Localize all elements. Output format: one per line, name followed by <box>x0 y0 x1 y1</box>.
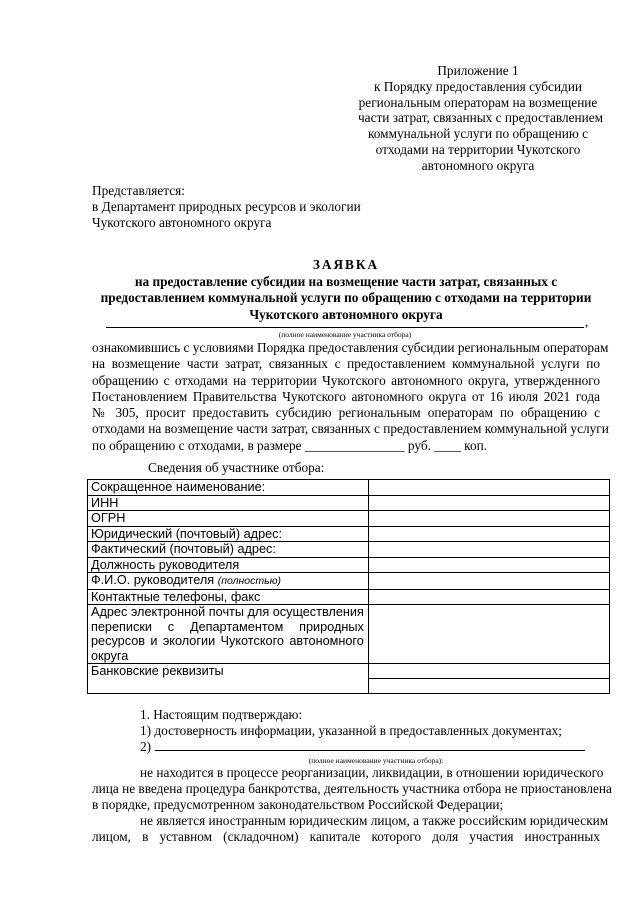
bank-value-line[interactable] <box>369 679 609 693</box>
bank-value-cell <box>368 664 609 694</box>
fio-note: (полностью) <box>217 575 282 587</box>
appendix-line: отходами на территории Чукотского <box>375 141 581 157</box>
appendix-line: части затрат, связанных с предоставлением <box>358 110 604 126</box>
row-label: Контактные телефоны, факс <box>88 589 369 605</box>
table-row <box>88 664 610 694</box>
row-value-cell[interactable] <box>368 511 609 527</box>
row-label: Юридический (почтовый) адрес: <box>88 526 369 542</box>
row-label-email <box>88 605 369 664</box>
applicant-name-caption: (полное наименование участника отбора) <box>278 330 412 339</box>
confirmation-section <box>92 707 612 846</box>
title-line: предоставлением коммунальной услуги по обращению с отходами на территории <box>100 290 592 305</box>
fio-label: Ф.И.О. руководителя <box>91 573 215 587</box>
comma: , <box>585 314 589 329</box>
title-line: Чукотского автономного округа <box>249 306 443 322</box>
participant-name-caption: (полное наименование участника отбора): <box>308 755 444 765</box>
row-value-cell[interactable] <box>368 526 609 542</box>
row-value-cell[interactable] <box>368 557 609 573</box>
appendix-line: автономного округа <box>421 157 535 173</box>
paragraph-line: Постановлением Правительства Чукотского автономного округа от 16 июля 2021 года <box>92 388 600 404</box>
table-row <box>88 495 610 511</box>
confirm-text-line: не находится в процессе реорганизации, ликвидации, в отношении юридического <box>140 764 604 780</box>
email-label-line: Адрес электронной почты для осуществления <box>91 605 364 619</box>
table-row <box>88 511 610 527</box>
participant-info-table <box>87 479 610 694</box>
addressee-block <box>92 183 392 231</box>
confirm-item: 1. Настоящим подтверждаю: <box>140 707 303 722</box>
appendix-line: коммунальной услуги по обращению с <box>367 126 588 142</box>
row-value-cell[interactable] <box>368 542 609 558</box>
confirm-text-line: не является иностранным юридическим лицом, а также российским юридическим <box>140 813 609 829</box>
row-label: Сокращенное наименование: <box>88 480 369 496</box>
item-2-number: 2) <box>140 739 152 755</box>
table-row <box>88 542 610 558</box>
paragraph-line: по обращению с отходами, в размере _______________ руб. ____ коп. <box>92 437 488 453</box>
confirm-item-2 <box>92 739 600 755</box>
addressee-line: Чукотского автономного округа <box>92 215 272 230</box>
row-label-fio <box>88 573 369 590</box>
application-paragraph <box>92 340 609 454</box>
appendix-line: региональным операторам на возмещение <box>358 94 598 110</box>
confirm-text-line: лицом, в уставном (складочном) капитале которого доля участия иностранных <box>92 829 600 845</box>
addressee-line: Представляется: <box>92 183 185 198</box>
participant-info-heading: Сведения об участнике отбора: <box>148 460 325 475</box>
row-label: Банковские реквизиты <box>88 664 369 694</box>
email-label-line: округа <box>91 648 129 663</box>
row-value-cell[interactable] <box>368 605 609 664</box>
addressee-line: в Департамент природных ресурсов и экологии <box>92 199 361 214</box>
row-label: ОГРН <box>88 511 369 527</box>
table-row <box>88 557 610 573</box>
table-row <box>88 605 610 664</box>
paragraph-line: обращению с отходами на территории Чукотского автономного округа, утвержденного <box>92 372 600 388</box>
bank-value-line[interactable] <box>369 664 609 679</box>
row-label: ИНН <box>88 495 369 511</box>
paragraph-line: № 305, просит предоставить субсидию региональным операторам по обращению с <box>92 405 600 421</box>
paragraph-line: ознакомившись с условиями Порядка предоставления субсидии региональным операторам <box>92 340 609 355</box>
row-value-cell[interactable] <box>368 573 609 590</box>
row-value-cell[interactable] <box>368 495 609 511</box>
participant-name-field[interactable] <box>155 739 585 751</box>
confirm-text-line: лица не введена процедура банкротства, деятельность участника отбора не приостановлена <box>92 780 612 796</box>
table-row <box>88 526 610 542</box>
email-label-line: переписки с Департаментом природных <box>91 619 364 634</box>
table-row <box>88 589 610 605</box>
title-main: ЗАЯВКА <box>312 257 380 272</box>
appendix-line: к Порядку предоставления субсидии <box>373 78 583 94</box>
table-row <box>88 573 610 590</box>
applicant-name-field[interactable] <box>106 313 584 328</box>
row-value-cell[interactable] <box>368 480 609 496</box>
appendix-line: Приложение 1 <box>437 63 519 78</box>
email-label-line: ресурсов и экологии Чукотского автономного <box>91 634 364 648</box>
row-label: Фактический (почтовый) адрес: <box>88 542 369 558</box>
confirm-item: 1) достоверность информации, указанной в предоставленных документах; <box>140 723 562 739</box>
appendix-header <box>358 63 604 174</box>
paragraph-line: на возмещение части затрат, связанных с предоставлением коммунальной услуги по <box>92 356 600 372</box>
confirm-text-line: в порядке, предусмотренном законодательством Российской Федерации; <box>92 797 504 813</box>
title-line: на предоставление субсидии на возмещение части затрат, связанных с <box>134 273 558 289</box>
row-label: Должность руководителя <box>88 557 369 573</box>
table-row <box>88 480 610 496</box>
paragraph-line: отходами на возмещение части затрат, связанных с предоставлением коммунальной услуги <box>92 421 609 437</box>
row-value-cell[interactable] <box>368 589 609 605</box>
